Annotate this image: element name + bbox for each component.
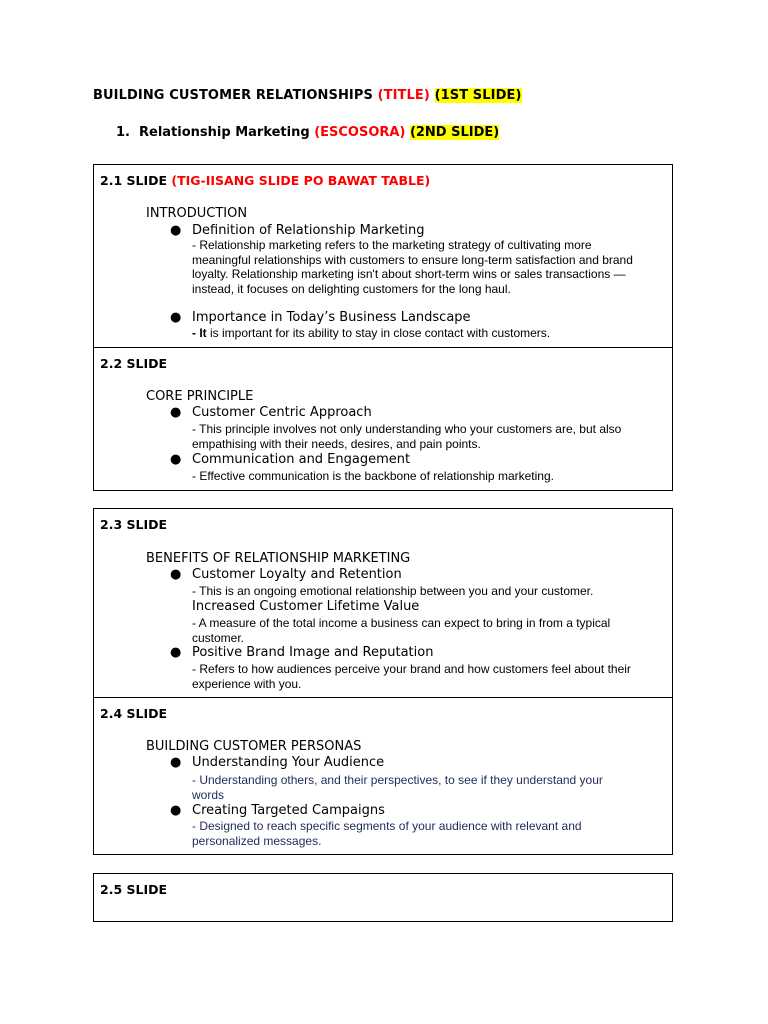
bullet-icon: ● (170, 405, 182, 420)
description-line: - Effective communication is the backbone of relationship marketing. (192, 469, 554, 483)
description-line: customer. (192, 630, 245, 645)
slide-label: 2.4 SLIDE (100, 706, 168, 721)
description-line: experience with you. (192, 676, 302, 691)
bullet-description (192, 584, 670, 599)
bullet-icon: ● (170, 567, 182, 582)
slide-label: 2.3 SLIDE (100, 517, 168, 532)
document-title (93, 88, 522, 103)
bullet-title: Positive Brand Image and Reputation (192, 645, 434, 660)
slide-label (100, 173, 430, 188)
description-line: is important for its ability to stay in close contact with customers. (206, 326, 551, 340)
slide-label: 2.2 SLIDE (100, 356, 168, 371)
description-line: empathising with their needs, desires, and pain points. (192, 436, 481, 451)
slide-table-3 (93, 873, 673, 922)
bullet-description (192, 469, 670, 484)
bullet-description (192, 773, 670, 802)
bullet-title: Customer Centric Approach (192, 405, 372, 420)
description-line: - A measure of the total income a business can expect to bring in from a typical (192, 616, 611, 630)
bullet-description (192, 422, 670, 451)
bullet-description (192, 238, 670, 296)
bullet-icon: ● (170, 452, 182, 467)
bullet-title: Understanding Your Audience (192, 755, 385, 770)
slide-note: (TIG-IISANG SLIDE PO BAWAT TABLE) (171, 173, 431, 188)
bullet-icon: ● (170, 223, 182, 238)
bullet-description (192, 662, 670, 691)
description-line: instead, it focuses on delighting customers for the long haul. (192, 281, 511, 296)
description-line: - Refers to how audiences perceive your brand and how customers feel about their (192, 662, 631, 676)
bullet-description (192, 616, 670, 645)
description-line: personalized messages. (192, 833, 322, 848)
description-line: - Understanding others, and their perspectives, to see if they understand your (192, 773, 603, 787)
document-subtitle (116, 125, 499, 140)
slide-label: 2.5 SLIDE (100, 882, 168, 897)
bullet-icon: ● (170, 803, 182, 818)
bullet-icon: ● (170, 645, 182, 660)
description-line: meaningful relationships with customers to ensure long-term satisfaction and brand (192, 252, 633, 267)
section-heading: BENEFITS OF RELATIONSHIP MARKETING (146, 551, 411, 566)
slide-cell-2-1 (94, 165, 672, 348)
bullet-description (192, 326, 670, 341)
bullet-title: Communication and Engagement (192, 452, 411, 467)
bullet-title: Creating Targeted Campaigns (192, 803, 385, 818)
description-line: loyalty. Relationship marketing isn't about short-term wins or sales transactions — (192, 267, 626, 281)
slide-label-text: 2.1 SLIDE (100, 173, 168, 188)
subtitle-number: 1. (116, 125, 130, 140)
bullet-title: Definition of Relationship Marketing (192, 223, 425, 238)
slide-cell-2-3 (94, 509, 672, 698)
bullet-title: Customer Loyalty and Retention (192, 567, 402, 582)
slide-table-1 (93, 164, 673, 491)
slide-cell-2-4 (94, 698, 672, 854)
description-line: - Designed to reach specific segments of your audience with relevant and (192, 819, 582, 833)
bullet-description (192, 819, 670, 848)
slide-cell-2-2 (94, 348, 672, 490)
bullet-icon: ● (170, 310, 182, 325)
subtitle-text: Relationship Marketing (139, 125, 310, 140)
bullet-icon: ● (170, 755, 182, 770)
slide-table-2 (93, 508, 673, 855)
description-line: - Relationship marketing refers to the marketing strategy of cultivating more (192, 238, 592, 252)
bullet-title: Importance in Today’s Business Landscape (192, 310, 471, 325)
description-line: - This principle involves not only understanding who your customers are, but also (192, 422, 622, 436)
slide-cell-2-5 (94, 874, 672, 921)
bullet-title: Increased Customer Lifetime Value (192, 599, 420, 614)
description-line: words (192, 787, 225, 802)
subtitle-slide-highlight: (2ND SLIDE) (409, 125, 500, 140)
title-slide-highlight: (1ST SLIDE) (434, 88, 522, 103)
title-tag: (TITLE) (377, 88, 430, 103)
section-heading: INTRODUCTION (146, 206, 248, 221)
section-heading: CORE PRINCIPLE (146, 389, 254, 404)
title-text: BUILDING CUSTOMER RELATIONSHIPS (93, 88, 373, 103)
description-line: - This is an ongoing emotional relationship between you and your customer. (192, 584, 594, 598)
subtitle-presenter: (ESCOSORA) (314, 125, 406, 140)
section-heading: BUILDING CUSTOMER PERSONAS (146, 739, 362, 754)
description-prefix: - It (192, 326, 207, 340)
